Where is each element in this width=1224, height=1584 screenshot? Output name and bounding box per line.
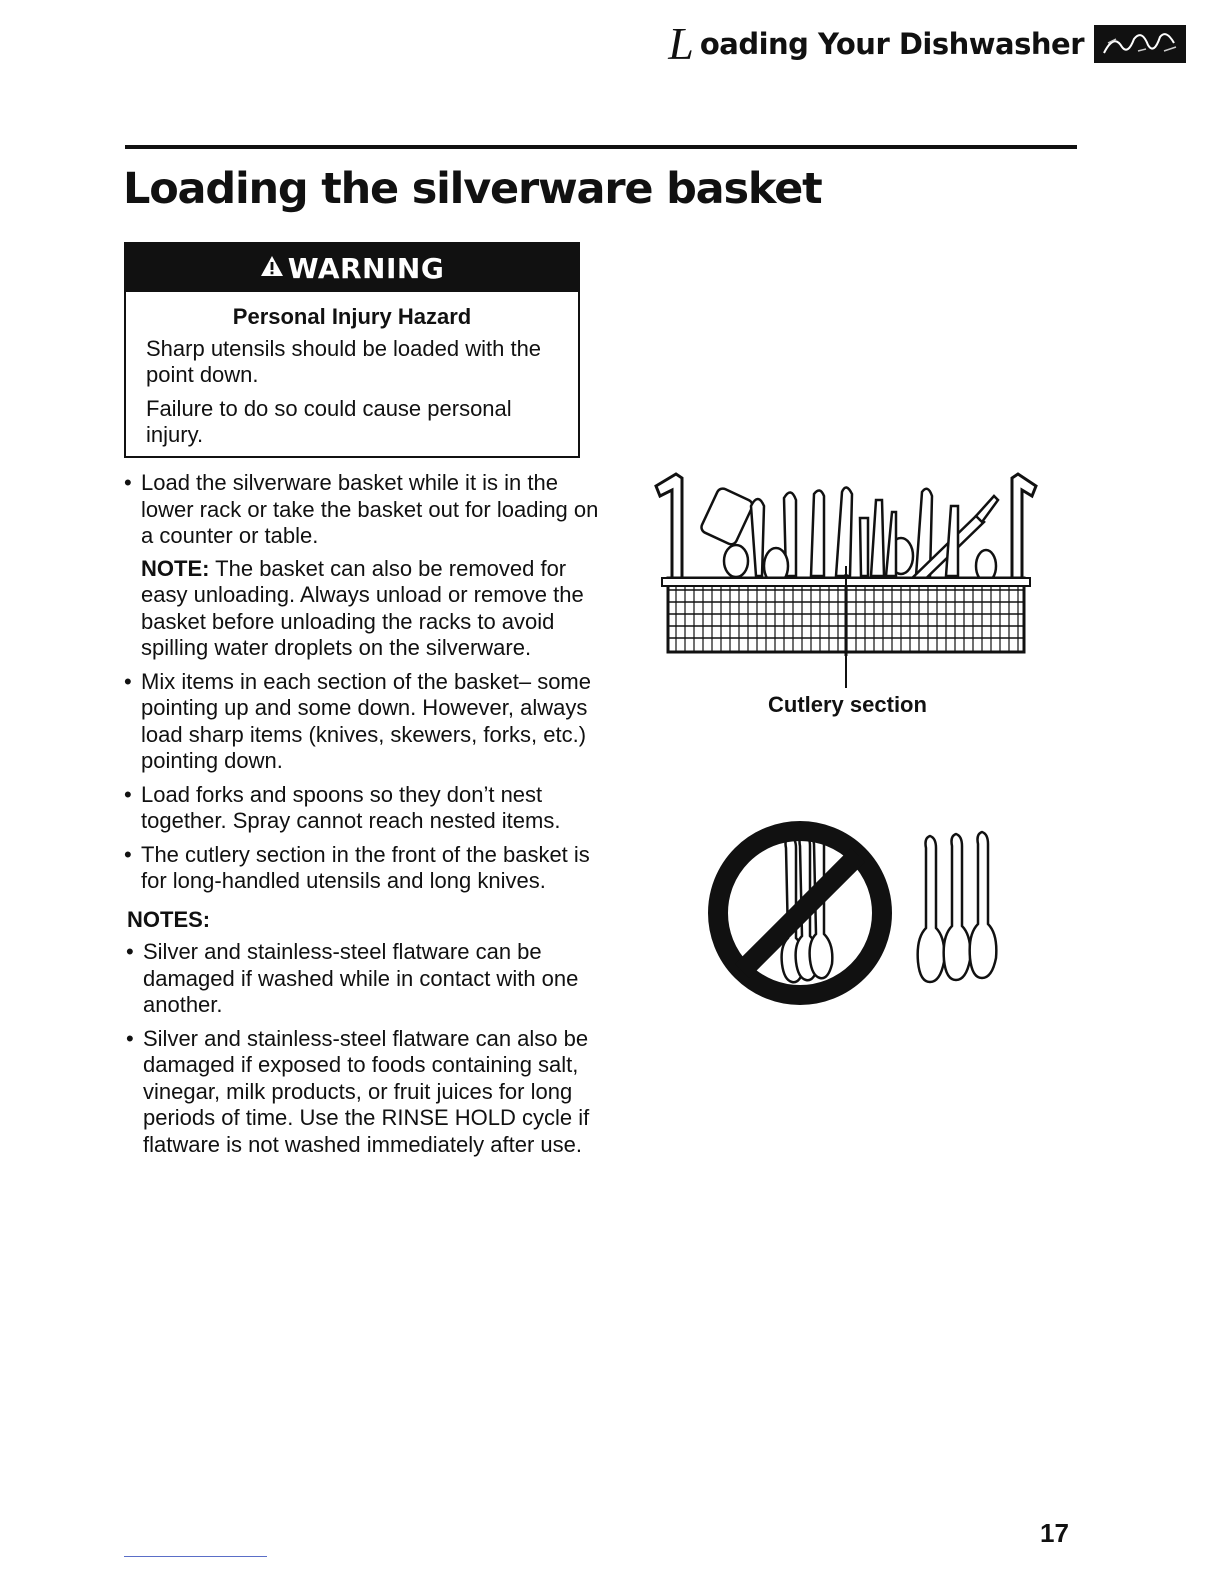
list-item (126, 939, 599, 1019)
page-title: Loading the silverware basket (123, 164, 822, 214)
list-item (124, 782, 599, 835)
page-number: 17 (1040, 1518, 1069, 1548)
warning-header (126, 244, 578, 292)
running-header (668, 18, 1186, 69)
note-text: The basket can also be removed for easy unloading. Always unload or remove the basket before unloading the racks to avoid spilling water droplets on the silverware. (141, 555, 584, 660)
bullet-text: Load forks and spoons so they don’t nest together. Spray cannot reach nested items. (141, 781, 561, 833)
header-title: oading Your Dishwasher (699, 27, 1084, 61)
warning-label: WARNING (287, 251, 445, 285)
warning-text: Failure to do so could cause personal injury. (146, 396, 512, 447)
note-label: NOTE: (141, 555, 210, 581)
bullet-text: The cutlery section in the front of the basket is for long-handled utensils and long knives. (141, 841, 590, 893)
list-item (124, 842, 599, 895)
bullet-text: Mix items in each section of the basket– some pointing up and some down. However, always load sharp items (knives, skewers, forks, etc.) pointing down. (141, 668, 591, 773)
warning-text: Sharp utensils should be loaded with the point down. (146, 336, 542, 387)
warning-triangle-icon (260, 255, 284, 282)
title-rule (125, 145, 1077, 149)
note (141, 556, 599, 662)
header-initial: L (668, 18, 694, 69)
note-item-text: Silver and stainless-steel flatware can also be damaged if exposed to foods containing salt, vinegar, milk products, or fruit juices for long periods of time. Use the RINSE HOLD cycle if flatware is not washed immediately after use. (143, 1025, 590, 1157)
hazard-title: Personal Injury Hazard (232, 304, 472, 329)
list-item (124, 669, 599, 775)
nesting-prohibited-illustration (700, 818, 1000, 1018)
notes-heading: NOTES: (127, 906, 211, 932)
figure-caption: Cutlery section (768, 692, 927, 717)
footer-rule (124, 1556, 267, 1557)
brand-logo-icon (1094, 25, 1186, 63)
silverware-basket-illustration (646, 466, 1046, 726)
note-item-text: Silver and stainless-steel flatware can be damaged if washed while in contact with one another. (143, 939, 579, 1017)
warning-box (124, 242, 580, 458)
separate-spoons (918, 832, 997, 982)
bullet-text: Load the silverware basket while it is in the lower rack or take the basket out for loading on a counter or table. (141, 470, 599, 548)
instructions (124, 470, 599, 1165)
list-item (126, 1026, 599, 1159)
list-item (124, 470, 599, 662)
